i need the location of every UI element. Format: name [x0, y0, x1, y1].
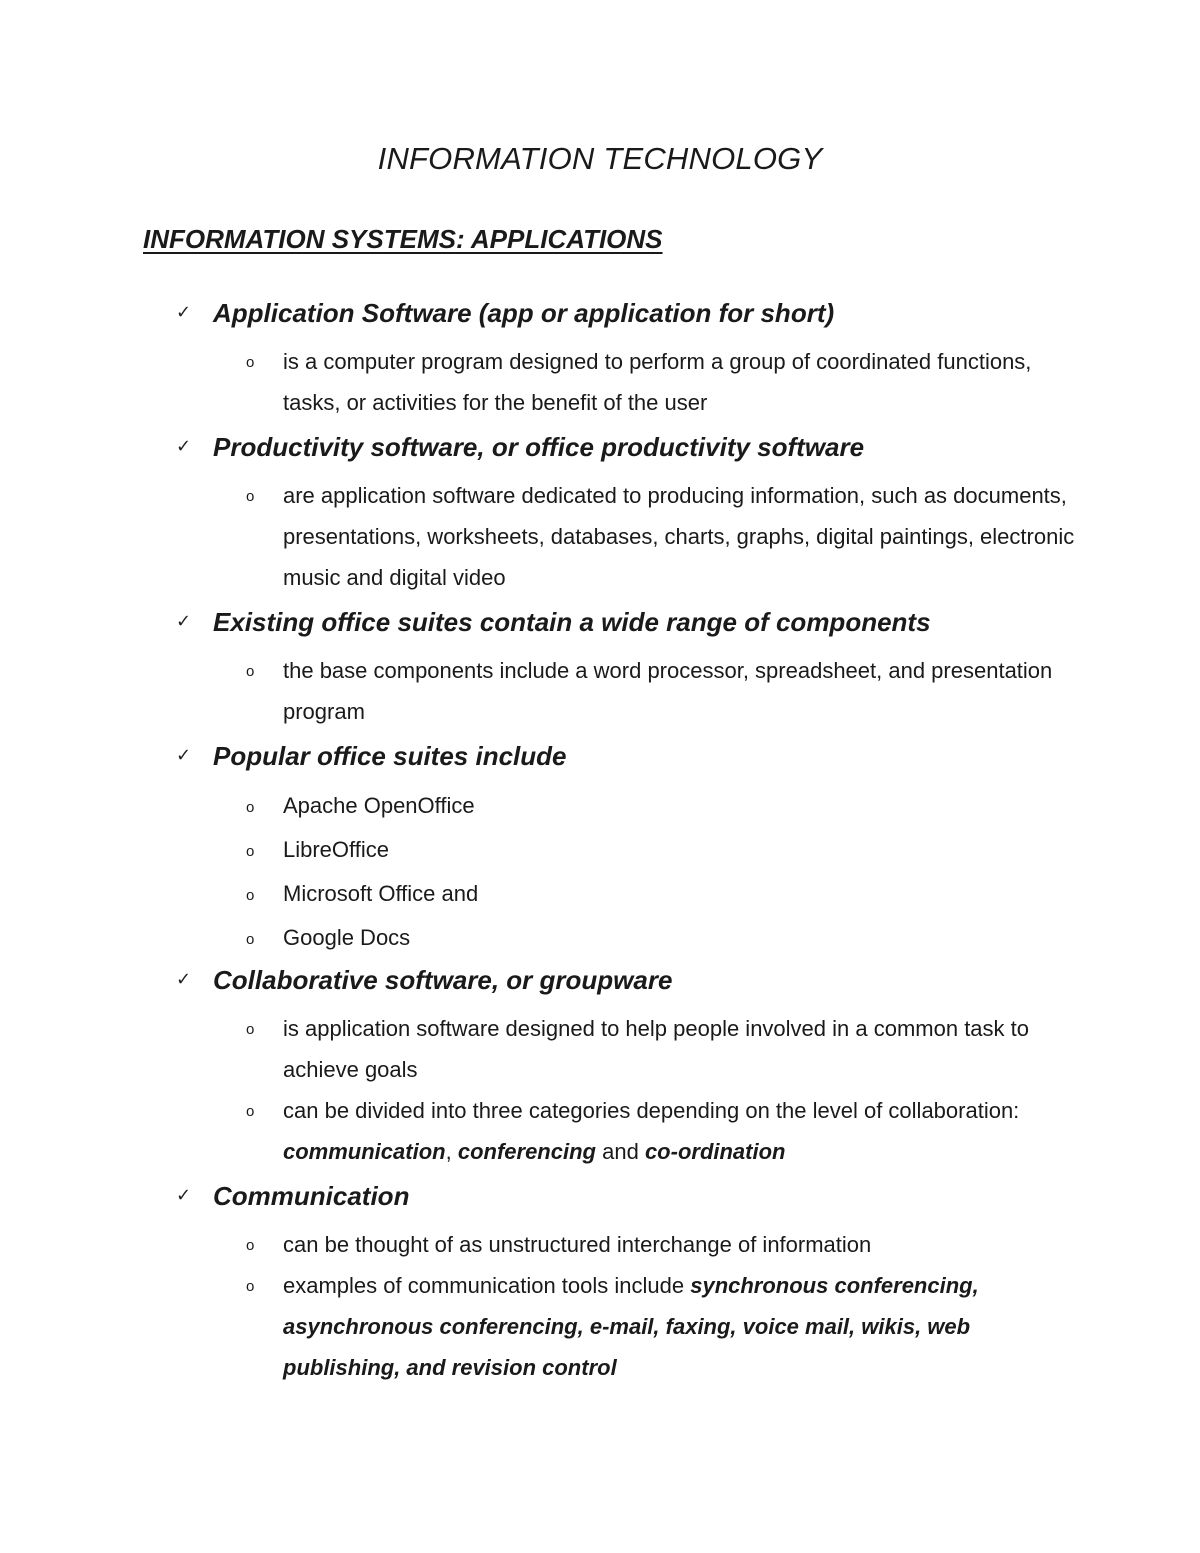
- emphasized-examples: synchronous conferencing, asynchronous conferencing, e-mail, faxing, voice mail, wikis, web publishing, and revision control: [283, 1273, 979, 1380]
- topic-title: Existing office suites contain a wide range of components: [213, 607, 931, 637]
- separator-text: and: [602, 1139, 639, 1164]
- list-item: [246, 1008, 1083, 1090]
- bullet-icon: o: [246, 488, 255, 505]
- list-item-text: can be thought of as unstructured interchange of information: [283, 1232, 872, 1257]
- checkmark-icon: ✓: [176, 436, 192, 457]
- bullet-icon: o: [246, 663, 255, 680]
- checkmark-icon: ✓: [176, 302, 192, 323]
- list-item: [246, 650, 1083, 732]
- document-title: INFORMATION TECHNOLOGY: [377, 141, 823, 176]
- emphasized-term: communication: [283, 1139, 446, 1164]
- bullet-icon: o: [246, 1237, 255, 1254]
- list-item: [246, 784, 1083, 828]
- topic-collaborative-software: [0, 960, 1200, 1172]
- topic-communication: [0, 1176, 1200, 1388]
- bullet-icon: o: [246, 354, 255, 371]
- list-item-text: is a computer program designed to perform a group of coordinated functions, tasks, or activities for the benefit of the user: [283, 349, 1032, 415]
- topic-title: Communication: [213, 1181, 410, 1211]
- checkmark-icon: ✓: [176, 1185, 192, 1206]
- list-item-text: can be divided into three categories depending on the level of collaboration:: [283, 1098, 1020, 1123]
- emphasized-term: conferencing: [457, 1139, 596, 1164]
- list-item-text: Apache OpenOffice: [283, 793, 475, 818]
- checkmark-icon: ✓: [176, 611, 192, 632]
- checkmark-icon: ✓: [176, 969, 192, 990]
- list-item-text: examples of communication tools include: [283, 1273, 685, 1298]
- bullet-icon: o: [246, 931, 255, 948]
- separator-text: ,: [445, 1139, 452, 1164]
- list-item: [246, 872, 1083, 916]
- section-heading: INFORMATION SYSTEMS: APPLICATIONS: [143, 224, 663, 254]
- list-item: [246, 1265, 1083, 1388]
- list-item-text: Google Docs: [283, 925, 411, 950]
- emphasized-term: co-ordination: [644, 1139, 786, 1164]
- topic-title: Collaborative software, or groupware: [213, 965, 673, 995]
- bullet-icon: o: [246, 843, 255, 860]
- topic-head: [0, 960, 1200, 1004]
- bullet-icon: o: [246, 1278, 255, 1295]
- topic-head: [0, 1176, 1200, 1220]
- topic-head: [0, 427, 1200, 471]
- list-item-text: the base components include a word processor, spreadsheet, and presentation program: [283, 658, 1053, 724]
- topic-office-suites-components: [0, 602, 1200, 732]
- topic-title: Productivity software, or office productivity software: [213, 432, 865, 462]
- list-item: [246, 1090, 1083, 1172]
- list-item-text: are application software dedicated to producing information, such as documents, presentations, worksheets, databases, charts, graphs, digital paintings, electronic music and digital video: [283, 483, 1075, 590]
- bullet-icon: o: [246, 1021, 255, 1038]
- list-item: [246, 475, 1083, 598]
- bullet-icon: o: [246, 887, 255, 904]
- topic-application-software: [0, 293, 1200, 423]
- checkmark-icon: ✓: [176, 745, 192, 766]
- topic-list: [0, 293, 1200, 1388]
- topic-head: [0, 736, 1200, 780]
- list-item: [246, 916, 1083, 960]
- bullet-icon: o: [246, 799, 255, 816]
- topic-productivity-software: [0, 427, 1200, 598]
- list-item: [246, 1224, 1083, 1265]
- list-item: [246, 828, 1083, 872]
- list-item-text: is application software designed to help people involved in a common task to achieve goals: [283, 1016, 1030, 1082]
- topic-head: [0, 293, 1200, 337]
- bullet-icon: o: [246, 1103, 255, 1120]
- list-item-text: LibreOffice: [283, 837, 389, 862]
- list-item-text: Microsoft Office and: [283, 881, 479, 906]
- topic-title: Popular office suites include: [213, 741, 567, 771]
- topic-popular-office-suites: [0, 736, 1200, 960]
- topic-title: Application Software (app or application for short): [213, 298, 835, 328]
- topic-head: [0, 602, 1200, 646]
- list-item: [246, 341, 1083, 423]
